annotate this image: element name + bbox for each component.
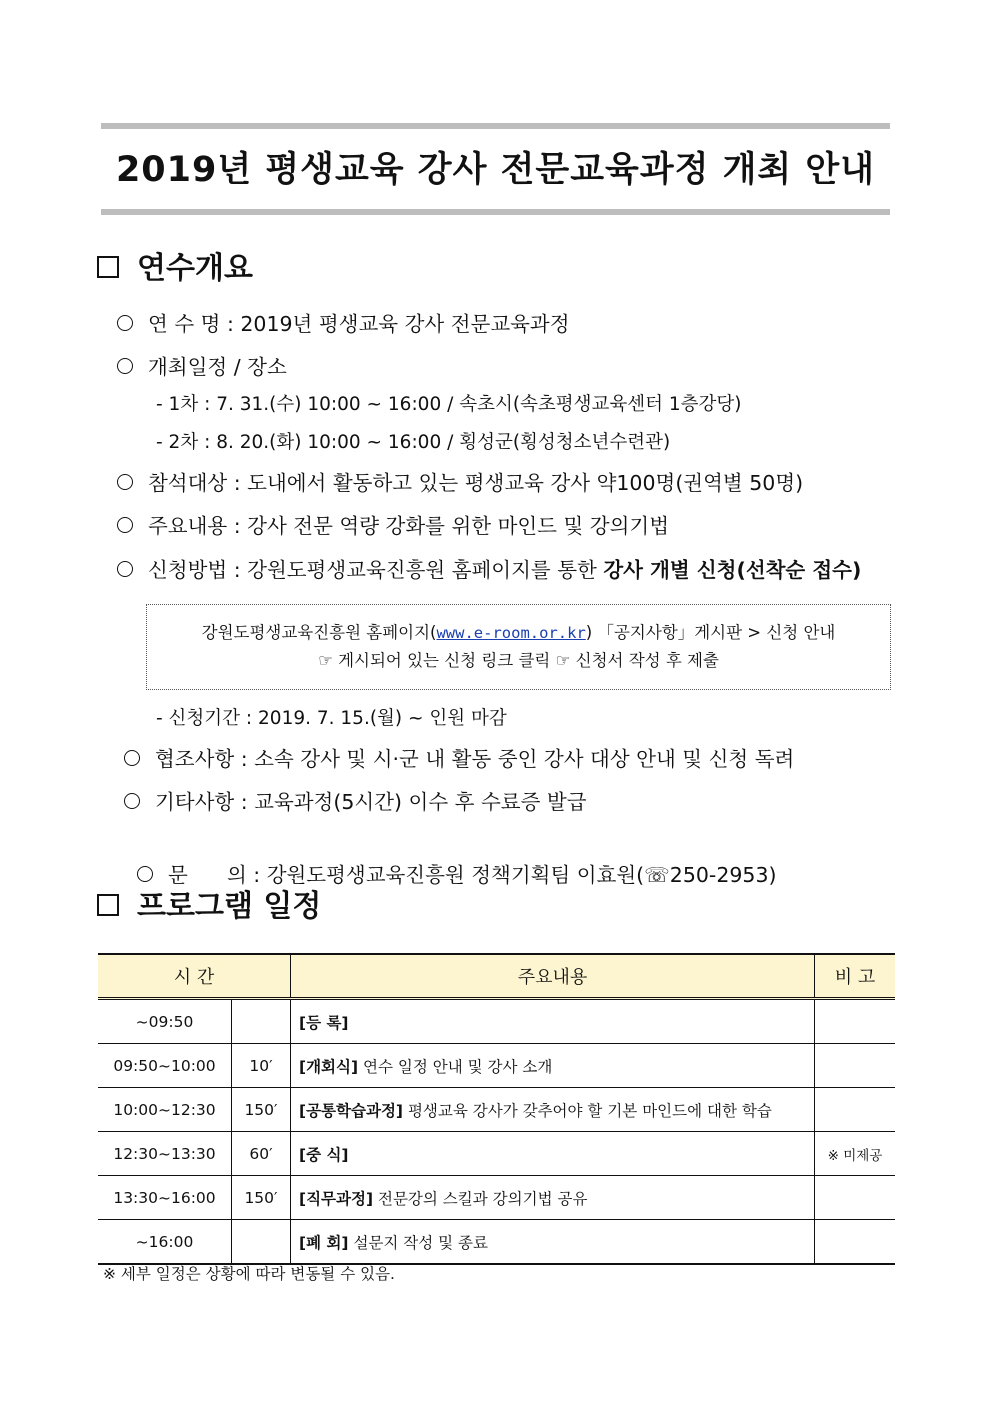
table-row xyxy=(98,1132,895,1176)
header-time: 시 간 xyxy=(98,954,291,999)
cell-duration: 10′ xyxy=(232,1044,291,1088)
table-header-row xyxy=(98,954,895,999)
session-tag: [공통학습과정] xyxy=(299,1101,404,1120)
session-desc: 설문지 작성 및 종료 xyxy=(348,1233,489,1252)
session-desc: 평생교육 강사가 갖추어야 할 기본 마인드에 대한 학습 xyxy=(403,1101,772,1120)
section-heading-overview xyxy=(97,249,253,289)
session-tag: [직무과정] xyxy=(299,1189,374,1208)
program-schedule-table xyxy=(98,953,895,1265)
document-title: 2019년 평생교육 강사 전문교육과정 개최 안내 xyxy=(115,150,876,190)
notice-line-2: ☞ 게시되어 있는 신청 링크 클릭 ☞ 신청서 작성 후 제출 xyxy=(318,651,719,670)
title-rule-top xyxy=(101,123,890,129)
header-note: 비 고 xyxy=(815,954,896,999)
table-row xyxy=(98,1176,895,1220)
item-text: 개최일정 / 장소 xyxy=(148,355,287,379)
session-desc: 연수 일정 안내 및 강사 소개 xyxy=(358,1057,553,1076)
cell-content xyxy=(291,1220,815,1265)
circle-bullet-icon xyxy=(124,750,140,766)
item-text: 연 수 명 : 2019년 평생교육 강사 전문교육과정 xyxy=(148,312,570,336)
item-contact xyxy=(124,830,777,890)
notice-text: ) 「공지사항」게시판 > 신청 안내 xyxy=(585,623,836,642)
cell-note xyxy=(815,1176,896,1220)
cell-time: 09:50~10:00 xyxy=(98,1044,232,1088)
cell-content xyxy=(291,1044,815,1088)
square-bullet-icon xyxy=(97,894,119,916)
cell-note xyxy=(815,1044,896,1088)
cell-content xyxy=(291,1176,815,1220)
session-tag: [등 록] xyxy=(299,1013,349,1032)
item-text: 신청방법 : 강원도평생교육진흥원 홈페이지를 통한 xyxy=(148,558,604,582)
table-row xyxy=(98,1088,895,1132)
cell-duration xyxy=(232,999,291,1044)
session-1: - 1차 : 7. 31.(수) 10:00 ~ 16:00 / 속초시(속초평생교육센터 1층강당) xyxy=(156,394,742,415)
circle-bullet-icon xyxy=(124,793,140,809)
cell-time: 12:30~13:30 xyxy=(98,1132,232,1176)
item-content xyxy=(117,511,669,541)
item-etc xyxy=(124,787,587,817)
square-bullet-icon xyxy=(97,256,119,278)
cell-time: 10:00~12:30 xyxy=(98,1088,232,1132)
cell-duration: 60′ xyxy=(232,1132,291,1176)
cell-content xyxy=(291,999,815,1044)
apply-highlight: 강사 개별 신청(선착순 접수) xyxy=(603,558,862,582)
cell-time: 13:30~16:00 xyxy=(98,1176,232,1220)
circle-bullet-icon xyxy=(137,866,153,882)
circle-bullet-icon xyxy=(117,561,133,577)
website-link[interactable]: www.e-room.or.kr xyxy=(436,624,586,642)
table-row xyxy=(98,1220,895,1265)
item-apply xyxy=(117,555,861,585)
cell-note xyxy=(815,999,896,1044)
circle-bullet-icon xyxy=(117,315,133,331)
apply-notice-box xyxy=(146,604,891,690)
session-2: - 2차 : 8. 20.(화) 10:00 ~ 16:00 / 횡성군(횡성청소년수련관) xyxy=(156,432,671,453)
cell-note xyxy=(815,1220,896,1265)
item-target xyxy=(117,468,803,498)
cell-content xyxy=(291,1132,815,1176)
cell-time: ~09:50 xyxy=(98,999,232,1044)
cell-duration xyxy=(232,1220,291,1265)
item-schedule xyxy=(117,352,287,382)
session-desc: 전문강의 스킬과 강의기법 공유 xyxy=(373,1189,588,1208)
session-tag: [폐 회] xyxy=(299,1233,349,1252)
cell-note xyxy=(815,1088,896,1132)
table-row xyxy=(98,999,895,1044)
cell-note: ※ 미제공 xyxy=(815,1132,896,1176)
item-course-name xyxy=(117,309,570,339)
item-text: 협조사항 : 소속 강사 및 시·군 내 활동 중인 강사 대상 안내 및 신청 독려 xyxy=(155,747,795,771)
section-heading-text: 연수개요 xyxy=(137,251,253,286)
item-text: 참석대상 : 도내에서 활동하고 있는 평생교육 강사 약100명(권역별 50명) xyxy=(148,471,804,495)
circle-bullet-icon xyxy=(117,474,133,490)
item-cooperation xyxy=(124,744,794,774)
notice-line-1 xyxy=(147,619,890,647)
cell-duration: 150′ xyxy=(232,1088,291,1132)
apply-period: - 신청기간 : 2019. 7. 15.(월) ~ 인원 마감 xyxy=(156,708,507,729)
circle-bullet-icon xyxy=(117,358,133,374)
circle-bullet-icon xyxy=(117,517,133,533)
cell-time: ~16:00 xyxy=(98,1220,232,1265)
cell-content xyxy=(291,1088,815,1132)
item-text: 기타사항 : 교육과정(5시간) 이수 후 수료증 발급 xyxy=(155,790,587,814)
notice-text: 강원도평생교육진흥원 홈페이지( xyxy=(201,623,437,642)
item-text: 주요내용 : 강사 전문 역량 강화를 위한 마인드 및 강의기법 xyxy=(148,514,670,538)
title-rule-bottom xyxy=(101,209,890,215)
section-heading-text: 프로그램 일정 xyxy=(137,889,322,924)
header-content: 주요내용 xyxy=(291,954,815,999)
table-row xyxy=(98,1044,895,1088)
item-text: 문 의 : 강원도평생교육진흥원 정책기획팀 이효원(☏250-2953) xyxy=(168,863,777,887)
session-tag: [개회식] xyxy=(299,1057,359,1076)
cell-duration: 150′ xyxy=(232,1176,291,1220)
schedule-footnote: ※ 세부 일정은 상황에 따라 변동될 수 있음. xyxy=(103,1265,395,1283)
session-tag: [중 식] xyxy=(299,1145,349,1164)
section-heading-program xyxy=(97,887,321,927)
